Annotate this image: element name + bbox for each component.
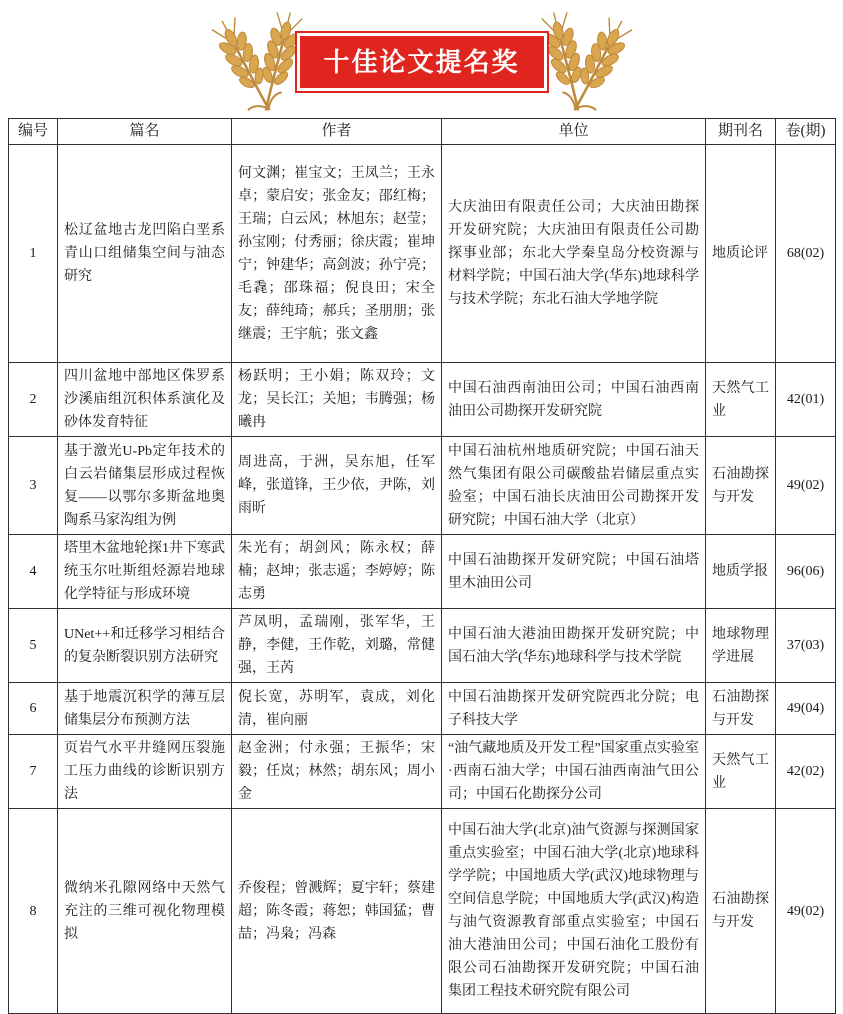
- cell-org: 中国石油杭州地质研究院；中国石油天然气集团有限公司碳酸盐岩储层重点实验室；中国石油长庆油田公司勘探开发研究院；中国石油大学（北京）: [442, 437, 706, 535]
- cell-volume: 37(03): [776, 609, 836, 683]
- cell-no: 5: [9, 609, 58, 683]
- cell-volume: 49(02): [776, 437, 836, 535]
- cell-no: 6: [9, 683, 58, 735]
- table-header-row: [9, 119, 836, 145]
- banner-title: 十佳论文提名奖: [299, 36, 543, 88]
- cell-org: 中国石油西南油田公司；中国石油西南油田公司勘探开发研究院: [442, 363, 706, 437]
- column-header-no: 编号: [9, 119, 58, 145]
- table-row: [9, 735, 836, 809]
- cell-volume: 49(02): [776, 809, 836, 1014]
- table-row: [9, 363, 836, 437]
- cell-no: 3: [9, 437, 58, 535]
- table-row: [9, 683, 836, 735]
- cell-journal: 地质学报: [706, 535, 776, 609]
- table-row: [9, 609, 836, 683]
- cell-no: 1: [9, 145, 58, 363]
- cell-title: 基于激光U-Pb定年技术的白云岩储集层形成过程恢复——以鄂尔多斯盆地奥陶系马家沟组为例: [58, 437, 232, 535]
- cell-authors: 杨跃明；王小娟；陈双玲；文龙；吴长江；关旭；韦腾强；杨曦冉: [232, 363, 442, 437]
- cell-journal: 石油勘探与开发: [706, 437, 776, 535]
- cell-authors: 周进高，于洲，吴东旭，任军峰，张道锋，王少依，尹陈，刘雨昕: [232, 437, 442, 535]
- table-row: [9, 535, 836, 609]
- cell-title: 微纳米孔隙网络中天然气充注的三维可视化物理模拟: [58, 809, 232, 1014]
- column-header-volume: 卷(期): [776, 119, 836, 145]
- cell-org: 中国石油勘探开发研究院西北分院；电子科技大学: [442, 683, 706, 735]
- cell-authors: 朱光有；胡剑风；陈永权；薛楠；赵坤；张志遥；李婷婷；陈志勇: [232, 535, 442, 609]
- cell-title: 松辽盆地古龙凹陷白垩系青山口组储集空间与油态研究: [58, 145, 232, 363]
- cell-journal: 地球物理学进展: [706, 609, 776, 683]
- column-header-title: 篇名: [58, 119, 232, 145]
- cell-title: UNet++和迁移学习相结合的复杂断裂识别方法研究: [58, 609, 232, 683]
- cell-authors: 乔俊程；曾溅辉；夏宇轩；蔡建超；陈冬霞；蒋恕；韩国猛；曹喆；冯枭；冯森: [232, 809, 442, 1014]
- cell-authors: 何文渊；崔宝文；王凤兰；王永卓；蒙启安；张金友；邵红梅；王瑞；白云风；林旭东；赵莹；孙宝刚；付秀丽；徐庆霞；崔坤宁；钟建华；高剑波；孙宁亮；毛毳；邵珠福；倪良田；宋全友；薛纯琦；郝兵；圣朋朋；张继震；王宇航；张文鑫: [232, 145, 442, 363]
- cell-no: 4: [9, 535, 58, 609]
- cell-org: 大庆油田有限责任公司；大庆油田勘探开发研究院；大庆油田有限责任公司勘探事业部；东北大学秦皇岛分校资源与材料学院；中国石油大学(华东)地球科学与技术学院；东北石油大学地学院: [442, 145, 706, 363]
- cell-title: 基于地震沉积学的薄互层储集层分布预测方法: [58, 683, 232, 735]
- cell-no: 7: [9, 735, 58, 809]
- cell-journal: 石油勘探与开发: [706, 683, 776, 735]
- cell-volume: 42(02): [776, 735, 836, 809]
- cell-no: 2: [9, 363, 58, 437]
- cell-journal: 石油勘探与开发: [706, 809, 776, 1014]
- header-area: [0, 0, 843, 118]
- banner-frame: [294, 31, 548, 93]
- cell-volume: 42(01): [776, 363, 836, 437]
- cell-no: 8: [9, 809, 58, 1014]
- cell-org: 中国石油勘探开发研究院；中国石油塔里木油田公司: [442, 535, 706, 609]
- cell-journal: 天然气工业: [706, 735, 776, 809]
- cell-title: 塔里木盆地轮探1井下寒武统玉尔吐斯组烃源岩地球化学特征与形成环境: [58, 535, 232, 609]
- table-row: [9, 809, 836, 1014]
- cell-journal: 天然气工业: [706, 363, 776, 437]
- cell-org: 中国石油大学(北京)油气资源与探测国家重点实验室；中国石油大学(北京)地球科学学院；中国地质大学(武汉)地球物理与空间信息学院；中国地质大学(武汉)构造与油气资源教育部重点实验室；中国石油大港油田公司；中国石油化工股份有限公司石油勘探开发研究院；中国石油集团工程技术研究院有限公司: [442, 809, 706, 1014]
- cell-authors: 倪长宽，苏明军，袁成，刘化清，崔向丽: [232, 683, 442, 735]
- cell-volume: 96(06): [776, 535, 836, 609]
- cell-authors: 赵金洲；付永强；王振华；宋毅；任岚；林然；胡东风；周小金: [232, 735, 442, 809]
- cell-volume: 68(02): [776, 145, 836, 363]
- cell-title: 四川盆地中部地区侏罗系沙溪庙组沉积体系演化及砂体发育特征: [58, 363, 232, 437]
- column-header-journal: 期刊名: [706, 119, 776, 145]
- cell-org: “油气藏地质及开发工程”国家重点实验室·西南石油大学；中国石油西南油气田公司；中国石化勘探分公司: [442, 735, 706, 809]
- award-banner: [218, 10, 624, 114]
- column-header-authors: 作者: [232, 119, 442, 145]
- table-row: [9, 437, 836, 535]
- cell-authors: 芦凤明，孟瑞刚，张军华，王静，李健，王作乾，刘璐，常健强，王芮: [232, 609, 442, 683]
- cell-volume: 49(04): [776, 683, 836, 735]
- cell-title: 页岩气水平井缝网压裂施工压力曲线的诊断识别方法: [58, 735, 232, 809]
- award-table: [8, 118, 836, 1014]
- column-header-org: 单位: [442, 119, 706, 145]
- table-row: [9, 145, 836, 363]
- cell-org: 中国石油大港油田勘探开发研究院；中国石油大学(华东)地球科学与技术学院: [442, 609, 706, 683]
- cell-journal: 地质论评: [706, 145, 776, 363]
